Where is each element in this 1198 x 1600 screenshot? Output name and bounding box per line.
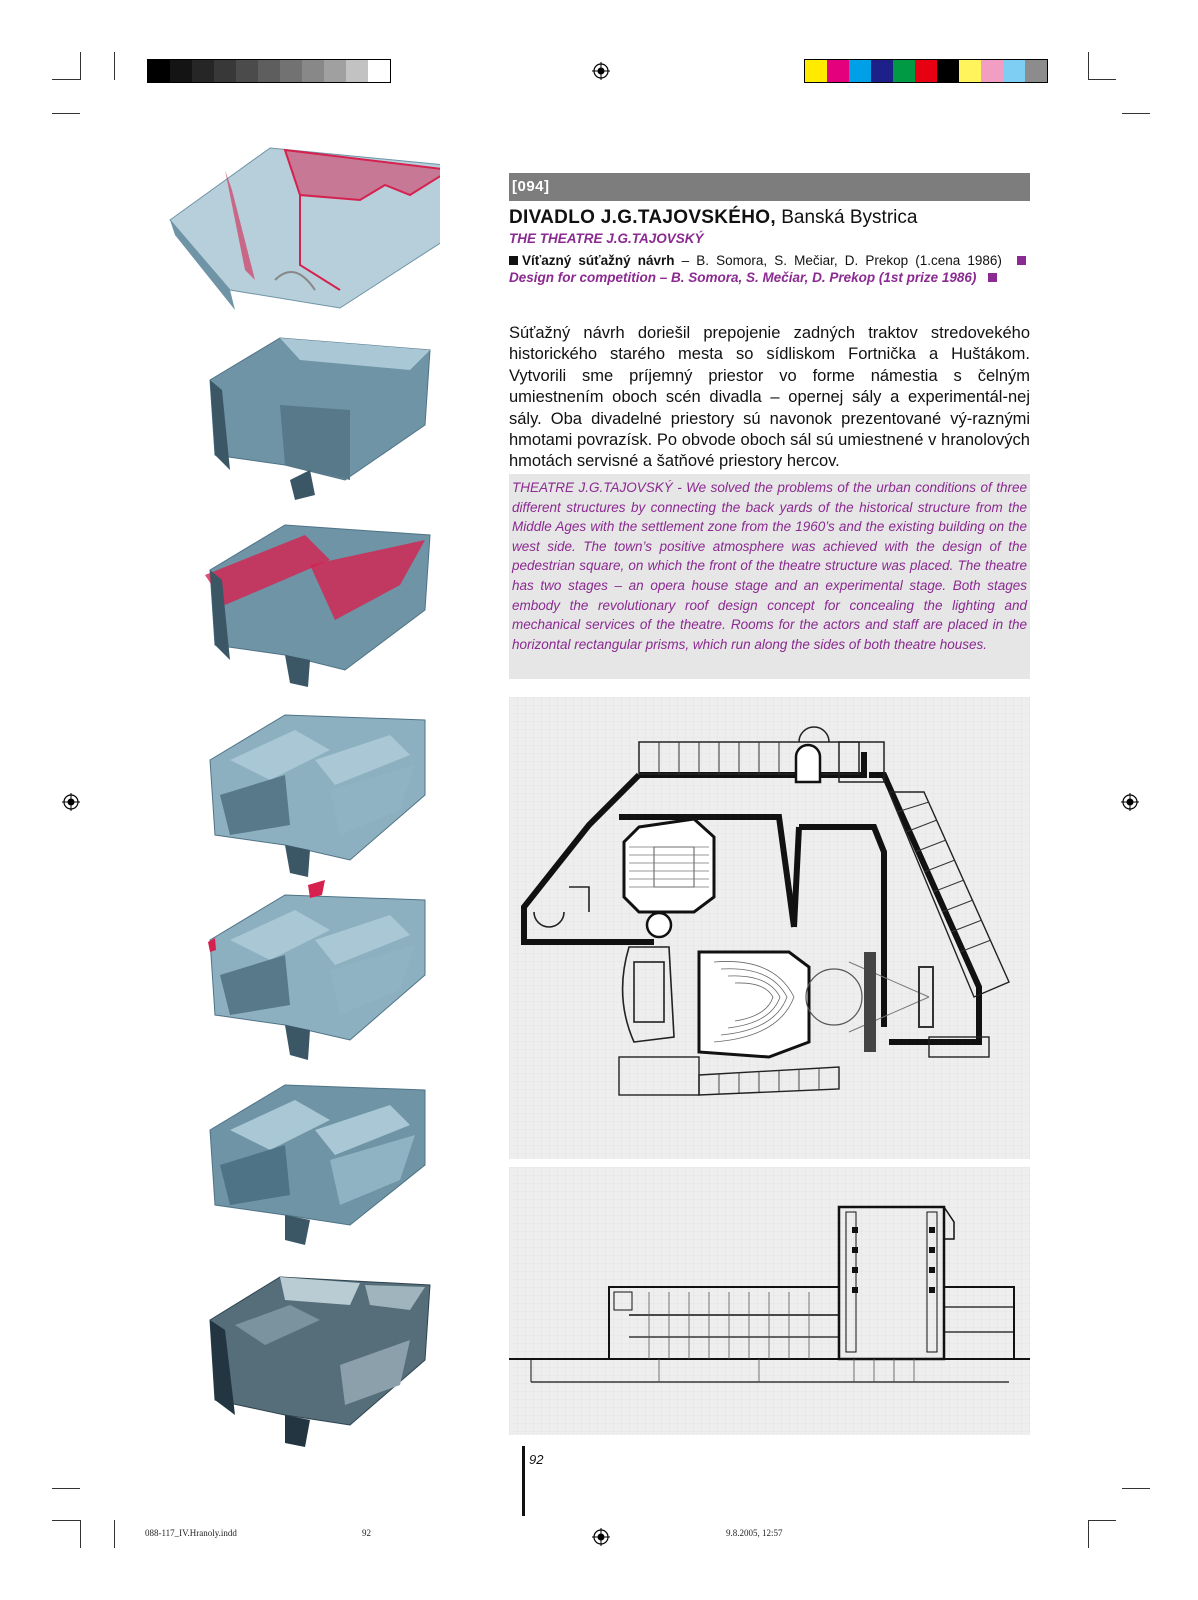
body-text-slovak: Súťažný návrh doriešil prepojenie zadných traktov stredovekého historického starého mesta so sídliskom Fortnička a Huštákom. Vytvorili sme príjemný priestor vo forme námestia s čelným umiestnením oboch scén divadla – opernej sály a experimentál-nej sály. Oba divadelné priestory sú navonok prezentované vý-raznými hmotami povrazísk. Po obvode oboch sál sú umiestnené v hranolových hmotách servisné a šatňové priestory hercov. xyxy=(509,324,1030,471)
bullet-square-icon xyxy=(509,256,518,265)
model-view-1 xyxy=(160,140,440,310)
color-swatch xyxy=(849,60,871,82)
slug-page: 92 xyxy=(362,1528,371,1538)
gray-swatch xyxy=(302,60,324,82)
color-swatch xyxy=(871,60,893,82)
color-swatch xyxy=(959,60,981,82)
section-drawing xyxy=(509,1167,1030,1435)
color-swatch xyxy=(893,60,915,82)
color-swatch xyxy=(827,60,849,82)
english-subtitle: THE THEATRE J.G.TAJOVSKÝ xyxy=(509,231,704,246)
model-view-4 xyxy=(160,705,440,880)
slug-date: 9.8.2005, 12:57 xyxy=(726,1528,783,1538)
registration-mark-icon xyxy=(1121,793,1139,811)
registration-mark-icon xyxy=(592,62,610,80)
gray-swatch xyxy=(258,60,280,82)
floor-plan-drawing xyxy=(509,697,1030,1159)
color-swatch xyxy=(915,60,937,82)
model-view-2 xyxy=(160,330,440,500)
model-view-7 xyxy=(160,1265,440,1450)
registration-mark-icon xyxy=(62,793,80,811)
color-swatch xyxy=(981,60,1003,82)
registration-mark-icon xyxy=(592,1528,610,1546)
page-number: 92 xyxy=(529,1452,544,1467)
gray-swatch xyxy=(324,60,346,82)
gray-swatch xyxy=(192,60,214,82)
model-view-6 xyxy=(160,1075,440,1255)
model-view-5 xyxy=(160,880,440,1065)
credits-sk-rest: – B. Somora, S. Mečiar, D. Prekop (1.cena 1986) xyxy=(674,253,1002,268)
process-color-bar xyxy=(804,59,1048,83)
title-city: Banská Bystrica xyxy=(781,207,918,228)
page-title xyxy=(509,207,1034,229)
gray-swatch xyxy=(148,60,170,82)
credits-sk-label: Víťazný súťažný návrh xyxy=(522,253,675,268)
gray-swatch xyxy=(280,60,302,82)
page-number-rule xyxy=(522,1446,525,1516)
gray-swatch xyxy=(170,60,192,82)
gray-swatch xyxy=(214,60,236,82)
color-swatch xyxy=(1003,60,1025,82)
title-theatre-name: DIVADLO J.G.TAJOVSKÉHO, xyxy=(509,207,776,228)
color-swatch xyxy=(937,60,959,82)
color-swatch xyxy=(1025,60,1047,82)
bullet-square-icon xyxy=(1017,256,1026,265)
bullet-square-icon xyxy=(988,273,997,282)
color-swatch xyxy=(805,60,827,82)
gray-swatch xyxy=(346,60,368,82)
slug-file-name: 088-117_IV.Hranoly.indd xyxy=(145,1528,237,1538)
project-id-bar: [094] xyxy=(509,173,1030,201)
model-view-3 xyxy=(160,515,440,690)
gray-swatch xyxy=(368,60,390,82)
body-text-english: THEATRE J.G.TAJOVSKÝ - We solved the problems of the urban conditions of three different structures by connecting the back yards of the historical structure from the Middle Ages with the settlement zone from the 1960’s and the existing building on the west side. The town’s positive atmosphere was achieved with the design of the pedestrian square, on which the front of the theatre structure was placed. The theatre has two stages – an opera house stage and an experimental stage. Both stages embody the revolutionary roof design concept for concealing the lighting and mechanical services of the theatre. Rooms for the actors and staff are placed in the horizontal rectangular prisms, which run along the sides of both theatre houses. xyxy=(509,474,1030,679)
gray-swatch xyxy=(236,60,258,82)
credits-en: Design for competition – B. Somora, S. Mečiar, D. Prekop (1st prize 1986) xyxy=(509,270,977,285)
credits xyxy=(509,252,1030,286)
grayscale-color-bar xyxy=(147,59,391,83)
